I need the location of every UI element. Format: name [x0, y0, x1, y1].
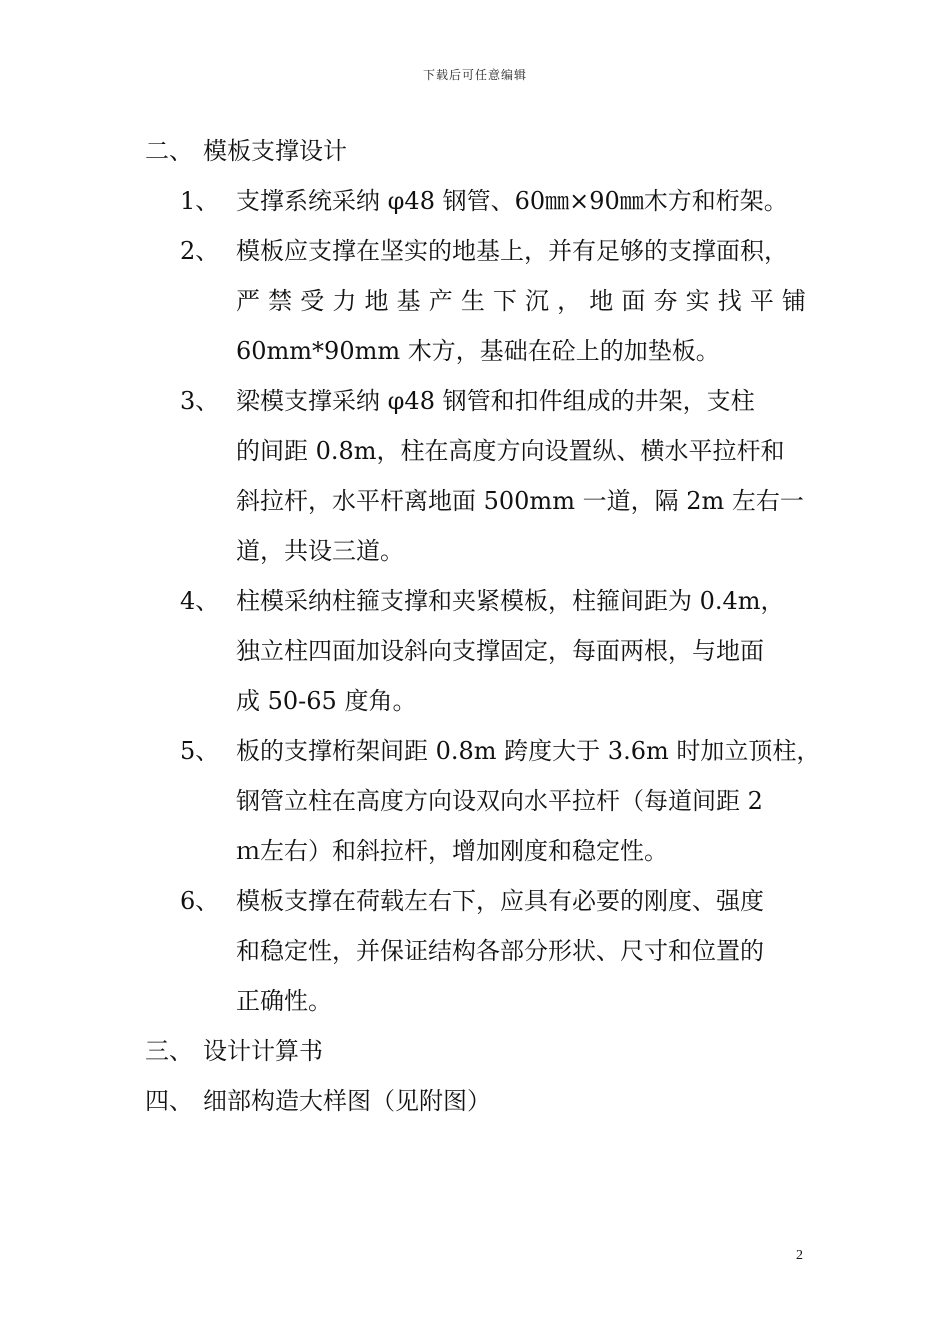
item-number: 4、	[180, 587, 220, 615]
item-number: 1、	[180, 187, 220, 215]
item-text-line: 独立柱四面加设斜向支撑固定，每面两根，与地面	[236, 637, 764, 665]
header-note: 下载后可任意编辑	[422, 68, 527, 82]
item-text-line: 板的支撑桁架间距 0.8m 跨度大于 3.6m 时加立顶柱，	[236, 737, 821, 765]
section-title: 模板支撑设计	[203, 137, 347, 165]
item-text-line: 支撑系统采纳 φ48 钢管、60㎜×90㎜木方和桁架。	[236, 187, 788, 215]
item-text-line: 道，共设三道。	[236, 537, 404, 565]
item-text-line: 模板支撑在荷载左右下，应具有必要的刚度、强度	[236, 887, 764, 915]
item-text-line: 的间距 0.8m，柱在高度方向设置纵、横水平拉杆和	[236, 437, 785, 465]
item-text-line: 和稳定性，并保证结构各部分形状、尺寸和位置的	[236, 937, 764, 965]
section-number: 四、	[145, 1087, 193, 1115]
item-number: 5、	[180, 737, 220, 765]
section-title: 设计计算书	[203, 1037, 323, 1065]
item-number: 3、	[180, 387, 220, 415]
section-number: 二、	[145, 137, 193, 165]
item-text-line: 60mm*90mm 木方，基础在砼上的加垫板。	[236, 337, 720, 365]
item-text-line: ｍ左右）和斜拉杆，增加刚度和稳定性。	[236, 837, 668, 865]
item-text-line: 柱模采纳柱箍支撑和夹紧模板，柱箍间距为 0.4m，	[236, 587, 785, 615]
item-number: 2、	[180, 237, 220, 265]
item-number: 6、	[180, 887, 220, 915]
item-text-line: 模板应支撑在坚实的地基上，并有足够的支撑面积，	[236, 237, 788, 265]
page-number: 2	[796, 1248, 803, 1263]
item-text-line: 斜拉杆，水平杆离地面 500mm 一道，隔 2m 左右一	[236, 487, 804, 515]
item-text-line: 正确性。	[236, 987, 332, 1015]
item-text-line: 梁模支撑采纳 φ48 钢管和扣件组成的井架，支柱	[236, 387, 755, 415]
item-text-line: 钢管立柱在高度方向设双向水平拉杆（每道间距 2	[236, 787, 763, 815]
section-number: 三、	[145, 1037, 193, 1065]
item-text-line: 成 50-65 度角。	[236, 687, 417, 715]
item-text-line: 严禁受力地基产生下沉，地面夯实找平铺	[236, 287, 806, 315]
section-title: 细部构造大样图（见附图）	[203, 1087, 491, 1115]
